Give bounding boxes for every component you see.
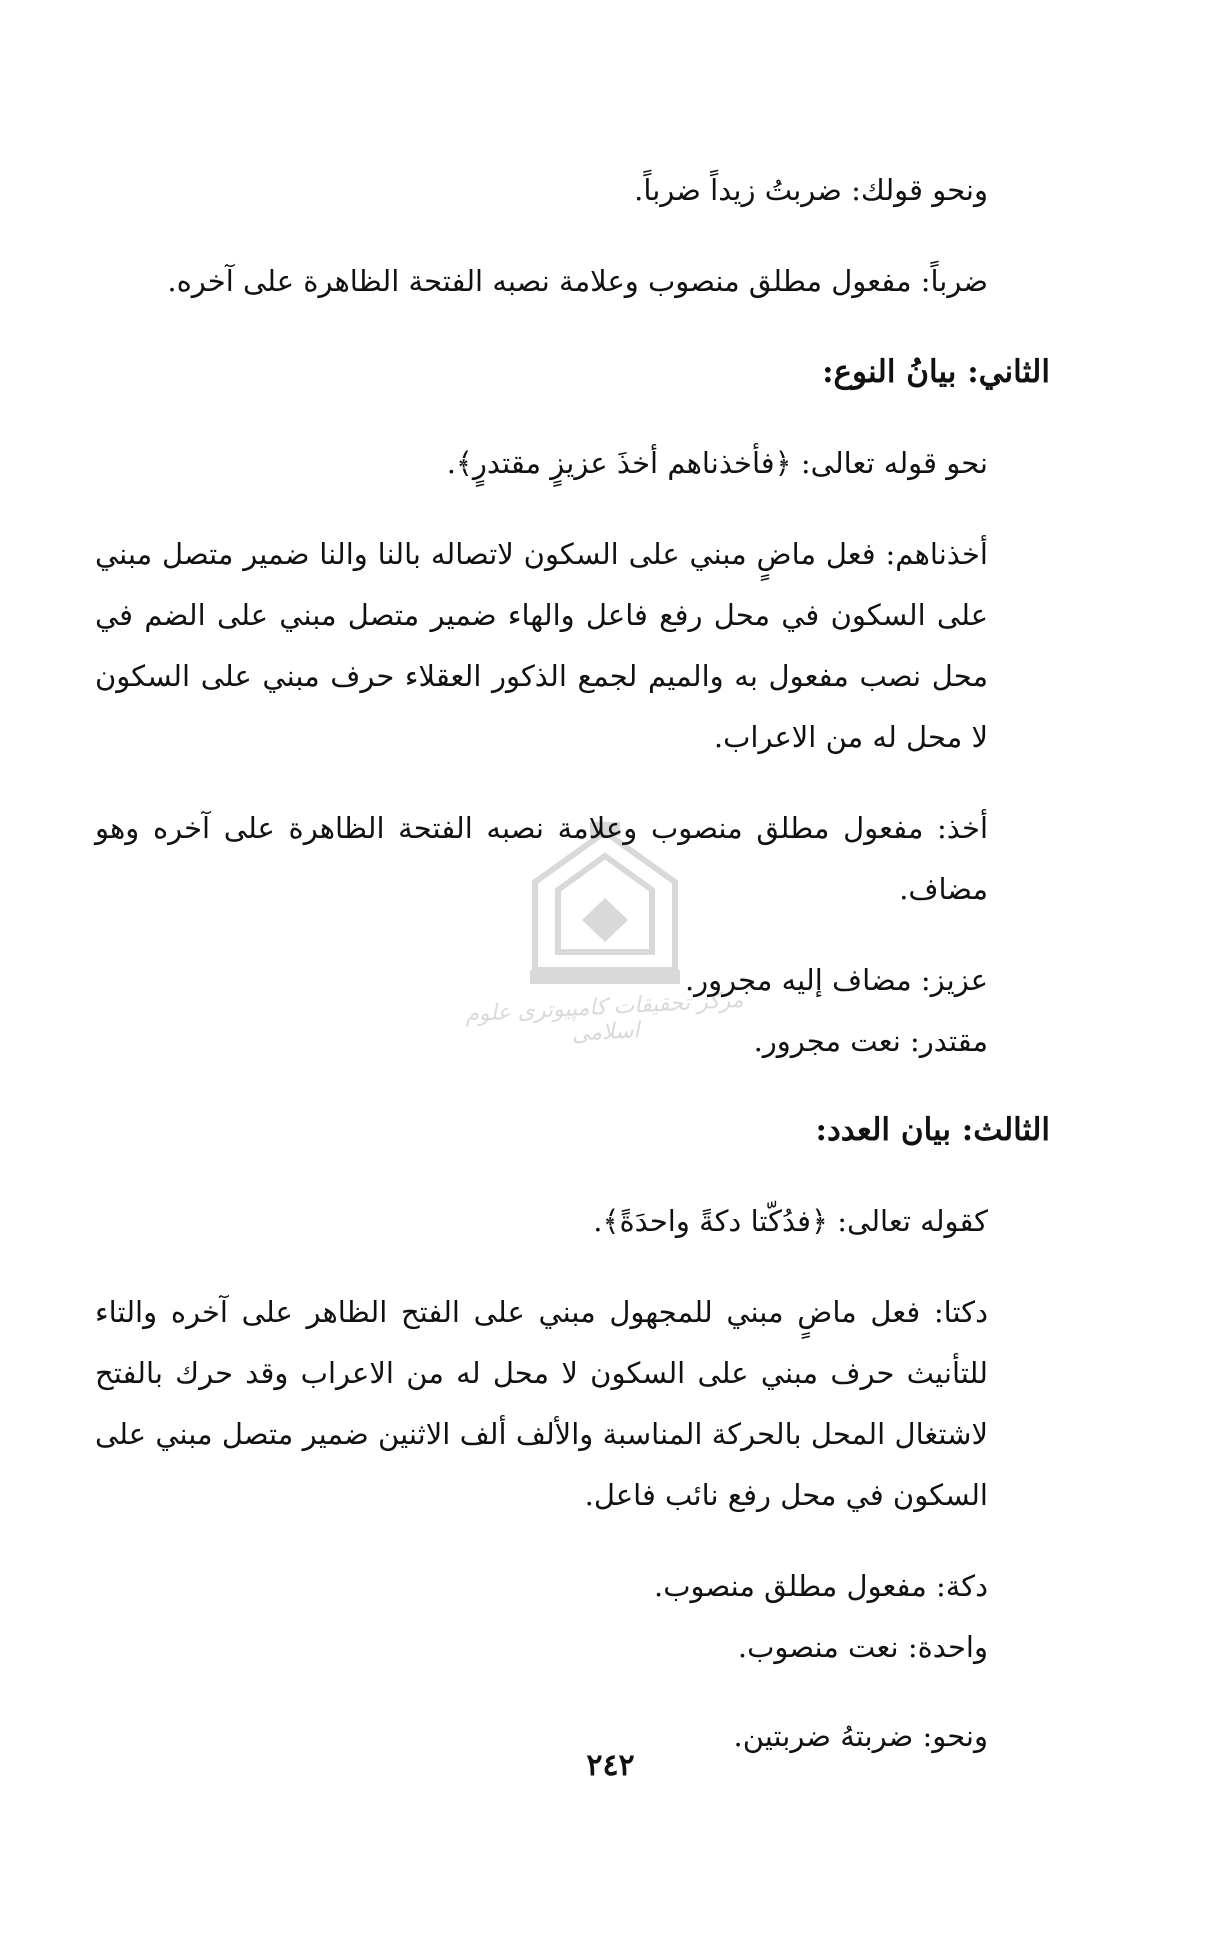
parsing-line: واحدة: نعت منصوب. (737, 1630, 988, 1664)
parsing-paragraph: ضرباً: مفعول مطلق منصوب وعلامة نصبه الفتحة الظاهرة على آخره. (167, 264, 988, 298)
section-heading-number: الثالث: بيان العدد: (815, 1112, 1050, 1148)
quran-example: كقوله تعالى: ﴿فدُكّتا دكةً واحدَةً﴾. (593, 1204, 988, 1238)
parsing-line: مقتدر: نعت مجرور. (753, 1024, 988, 1058)
section-heading-type: الثاني: بيانُ النوع: (822, 354, 1050, 390)
example-sentence: ونحو: ضربتهُ ضربتين. (733, 1719, 988, 1753)
page-number: ٢٤٢ (586, 1748, 635, 1783)
parsing-line: دكة: مفعول مطلق منصوب. (654, 1569, 988, 1603)
example-sentence: ونحو قولك: ضربتُ زيداً ضرباً. (634, 173, 988, 207)
parsing-list (95, 1556, 1050, 1678)
quran-example: نحو قوله تعالى: ﴿فأخذناهم أخذَ عزيزٍ مقتدرٍ﴾. (446, 446, 988, 480)
parsing-list (95, 950, 1050, 1072)
page-body (95, 160, 1050, 1797)
parsing-paragraph: أخذ: مفعول مطلق منصوب وعلامة نصبه الفتحة الظاهرة على آخره وهو مضاف. (95, 811, 988, 906)
parsing-line: عزيز: مضاف إليه مجرور. (684, 963, 988, 997)
parsing-paragraph: أخذناهم: فعل ماضٍ مبني على السكون لاتصاله بالنا والنا ضمير متصل مبني على السكون في محل رفع فاعل والهاء ضمير متصل مبني على الضم في محل نصب مفعول به والميم لجمع الذكور العقلاء حرف مبني على السكون لا محل له من الاعراب. (95, 537, 988, 754)
parsing-paragraph: دكتا: فعل ماضٍ مبني للمجهول مبني على الفتح الظاهر على آخره والتاء للتأنيث حرف مبني على السكون لا محل له من الاعراب وقد حرك بالفتح لاشتغال المحل بالحركة المناسبة والألف ألف الاثنين ضمير متصل مبني على السكون في محل رفع نائب فاعل. (95, 1295, 988, 1512)
watermark-text: مركز تحقيقات كامپيوترى علوم اسلامى (464, 987, 745, 1047)
